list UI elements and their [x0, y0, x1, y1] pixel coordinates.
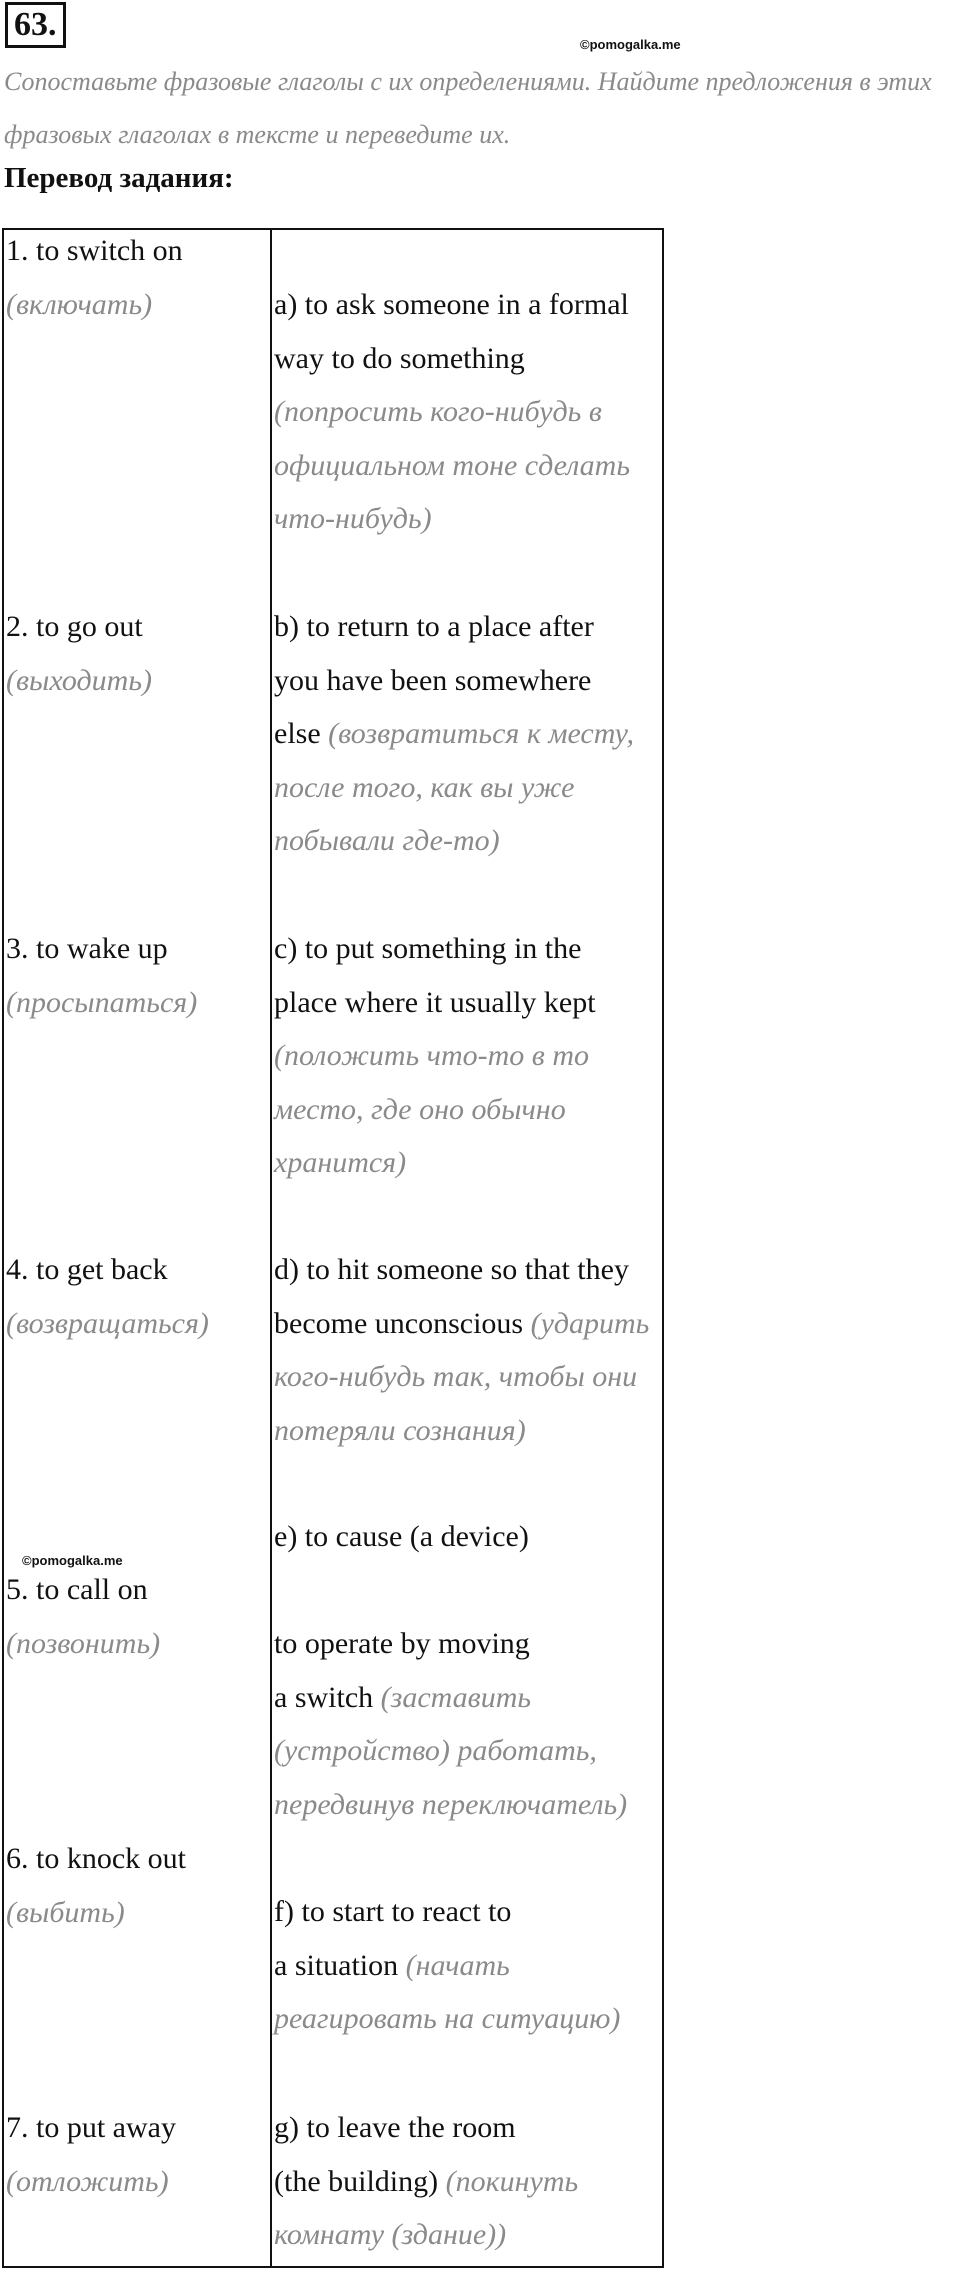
definition-item: e) to cause (a device) to operate by moving a switch (заставить (устройство) работать, передвинув переключатель) — [274, 1520, 628, 1821]
verb-item: 2. to go out (выходить) — [6, 610, 152, 697]
verb-item: 3. to wake up (просыпаться) — [6, 932, 198, 1019]
instruction-text: Сопоставьте фразовые глаголы с их определениями. Найдите предложения в этих фразовых глаголах в тексте и переведите их. — [4, 67, 932, 149]
watermark: ©pomogalka.me — [580, 37, 681, 52]
verb-item: 6. to knock out (выбить) — [6, 1842, 186, 1929]
column-divider — [270, 228, 272, 2268]
translation-heading: Перевод задания: — [4, 162, 234, 194]
definition-item: b) to return to a place after you have been somewhere else (возвратиться к месту, после того, как вы уже побывали где-то) — [274, 610, 634, 857]
definition-item: g) to leave the room (the building) (покинуть комнату (здание)) — [274, 2111, 579, 2251]
exercise-number: 63. — [5, 2, 66, 48]
verb-item: 1. to switch on (включать) — [6, 234, 183, 321]
definition-item: f) to start to react to a situation (начать реагировать на ситуацию) — [274, 1895, 621, 2035]
verb-item: 5. to call on (позвонить) — [6, 1573, 161, 1660]
definition-item: c) to put something in the place where it usually kept (положить что-то в то место, где оно обычно хранится) — [274, 932, 596, 1179]
definition-item: d) to hit someone so that they become unconscious (ударить кого-нибудь так, чтобы они потеряли сознания) — [274, 1253, 650, 1447]
definition-item: a) to ask someone in a formal way to do something (попросить кого-нибудь в официальном тоне сделать что-нибудь) — [274, 288, 630, 535]
verb-item: 4. to get back (возвращаться) — [6, 1253, 209, 1340]
verb-item: 7. to put away (отложить) — [6, 2111, 176, 2198]
watermark: ©pomogalka.me — [22, 1553, 123, 1568]
